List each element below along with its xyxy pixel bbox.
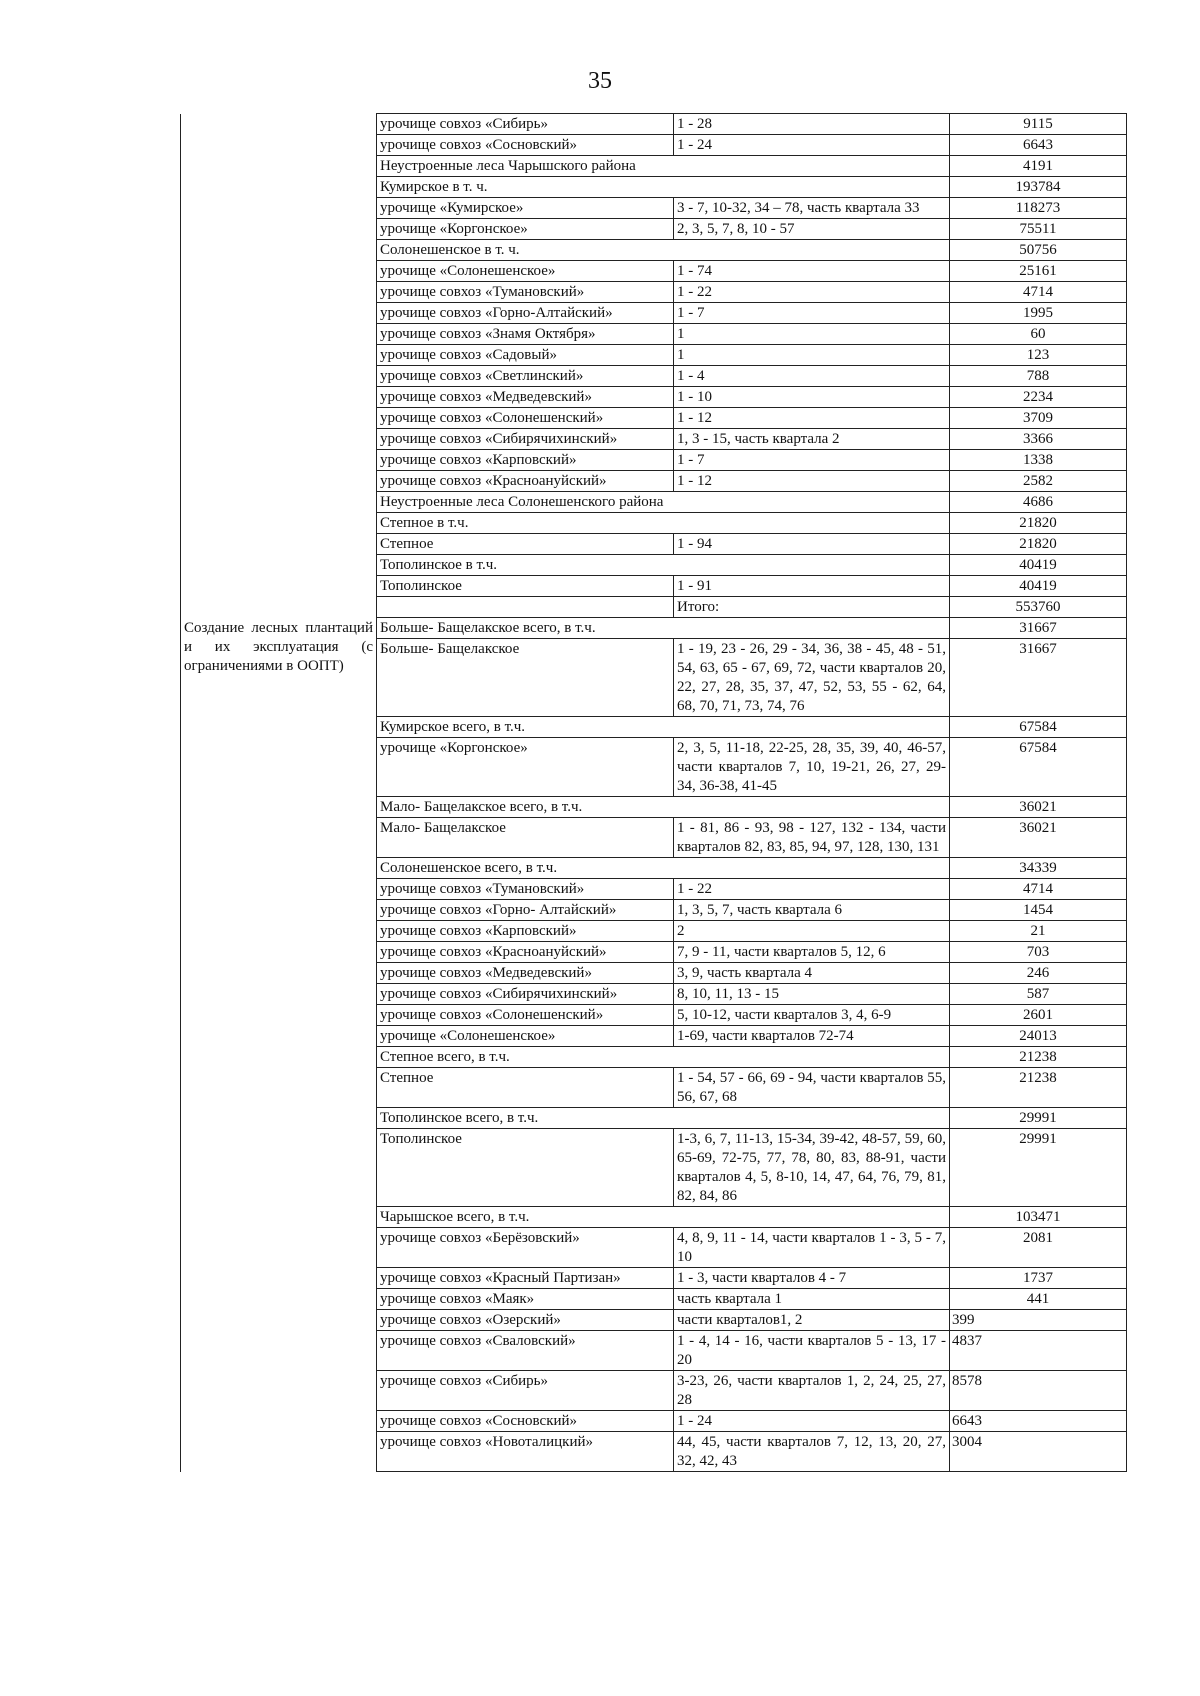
area-value-cell: 8578 [950,1371,1127,1411]
area-value-cell: 2234 [950,387,1127,408]
area-value-cell: 3366 [950,429,1127,450]
quarters-cell: 1 - 94 [674,534,950,555]
quarters-cell: 1 - 7 [674,303,950,324]
area-name-cell: урочище совхоз «Новоталицкий» [377,1432,674,1472]
area-name-cell: урочище «Солонешенское» [377,1026,674,1047]
table-row [181,114,1127,135]
quarters-cell: 3-23, 26, части кварталов 1, 2, 24, 25, 27, 28 [674,1371,950,1411]
area-value-cell: 36021 [950,797,1127,818]
area-value-cell: 246 [950,963,1127,984]
area-name-cell: урочище совхоз «Берёзовский» [377,1228,674,1268]
area-value-cell: 3709 [950,408,1127,429]
quarters-cell: 1 - 19, 23 - 26, 29 - 34, 36, 38 - 45, 48 - 51, 54, 63, 65 - 67, 69, 72, части кварталов 20, 22, 27, 28, 35, 37, 47, 52, 53, 55 - 62, 64, 68, 70, 71, 73, 74, 76 [674,639,950,717]
area-name-cell: Тополинское всего, в т.ч. [377,1108,950,1129]
area-name-cell: Степное всего, в т.ч. [377,1047,950,1068]
quarters-cell: 1 - 22 [674,282,950,303]
area-value-cell: 9115 [950,114,1127,135]
area-name-cell: урочище совхоз «Сваловский» [377,1331,674,1371]
area-value-cell: 2081 [950,1228,1127,1268]
area-name-cell: Тополинское [377,576,674,597]
area-name-cell: урочище совхоз «Садовый» [377,345,674,366]
quarters-cell: 1 - 4, 14 - 16, части кварталов 5 - 13, 17 - 20 [674,1331,950,1371]
area-value-cell: 21820 [950,534,1127,555]
section-label-cell [181,618,377,1472]
area-value-cell: 36021 [950,818,1127,858]
quarters-cell: 1 - 12 [674,471,950,492]
area-name-cell: Тополинское в т.ч. [377,555,950,576]
quarters-cell: 1 - 22 [674,879,950,900]
quarters-cell: 1 - 54, 57 - 66, 69 - 94, части кварталов 55, 56, 67, 68 [674,1068,950,1108]
quarters-cell: 4, 8, 9, 11 - 14, части кварталов 1 - 3, 5 - 7, 10 [674,1228,950,1268]
area-value-cell: 399 [950,1310,1127,1331]
area-name-cell: урочище «Солонешенское» [377,261,674,282]
area-name-cell: Неустроенные леса Чарышского района [377,156,950,177]
area-name-cell: Кумирское в т. ч. [377,177,950,198]
area-name-cell: Солонешенское всего, в т.ч. [377,858,950,879]
area-name-cell: Мало- Бащелакское [377,818,674,858]
area-name-cell: урочище совхоз «Тумановский» [377,879,674,900]
area-name-cell: урочище совхоз «Озерский» [377,1310,674,1331]
area-value-cell: 67584 [950,738,1127,797]
area-value-cell: 4191 [950,156,1127,177]
area-name-cell: урочище совхоз «Красноануйский» [377,471,674,492]
quarters-cell: 1-69, части кварталов 72-74 [674,1026,950,1047]
quarters-cell: 44, 45, части кварталов 7, 12, 13, 20, 27, 32, 42, 43 [674,1432,950,1472]
area-value-cell: 587 [950,984,1127,1005]
area-name-cell: урочище совхоз «Тумановский» [377,282,674,303]
area-value-cell: 3004 [950,1432,1127,1472]
area-value-cell: 6643 [950,135,1127,156]
quarters-cell: 1 - 10 [674,387,950,408]
quarters-cell: Итого: [674,597,950,618]
quarters-cell: 1 - 24 [674,1411,950,1432]
area-value-cell: 6643 [950,1411,1127,1432]
area-value-cell: 31667 [950,639,1127,717]
area-name-cell: урочище совхоз «Горно- Алтайский» [377,900,674,921]
area-value-cell: 40419 [950,576,1127,597]
area-value-cell: 123 [950,345,1127,366]
area-value-cell: 1737 [950,1268,1127,1289]
area-value-cell: 25161 [950,261,1127,282]
area-value-cell: 4837 [950,1331,1127,1371]
area-value-cell: 40419 [950,555,1127,576]
area-name-cell: урочище «Коргонское» [377,219,674,240]
quarters-cell: 1 [674,324,950,345]
area-value-cell: 31667 [950,618,1127,639]
quarters-cell: 1 - 81, 86 - 93, 98 - 127, 132 - 134, части кварталов 82, 83, 85, 94, 97, 128, 130, 131 [674,818,950,858]
table-body [181,114,1127,1472]
area-value-cell: 4714 [950,282,1127,303]
area-value-cell: 75511 [950,219,1127,240]
area-value-cell: 2601 [950,1005,1127,1026]
area-name-cell: урочище совхоз «Сосновский» [377,135,674,156]
quarters-cell: 2, 3, 5, 7, 8, 10 - 57 [674,219,950,240]
area-value-cell: 118273 [950,198,1127,219]
area-value-cell: 21820 [950,513,1127,534]
area-name-cell: Чарышское всего, в т.ч. [377,1207,950,1228]
quarters-cell: 7, 9 - 11, части кварталов 5, 12, 6 [674,942,950,963]
quarters-cell: 3, 9, часть квартала 4 [674,963,950,984]
area-value-cell: 1338 [950,450,1127,471]
quarters-cell: 1 - 74 [674,261,950,282]
quarters-cell: 5, 10-12, части кварталов 3, 4, 6-9 [674,1005,950,1026]
area-name-cell: урочище совхоз «Светлинский» [377,366,674,387]
area-value-cell: 50756 [950,240,1127,261]
forest-quarters-table [180,113,1127,1472]
quarters-cell: 3 - 7, 10-32, 34 – 78, часть квартала 33 [674,198,950,219]
area-value-cell: 60 [950,324,1127,345]
quarters-cell: 1 - 12 [674,408,950,429]
area-name-cell: урочище совхоз «Медведевский» [377,963,674,984]
area-value-cell: 193784 [950,177,1127,198]
area-name-cell: урочище совхоз «Красный Партизан» [377,1268,674,1289]
quarters-cell: 1 - 28 [674,114,950,135]
quarters-cell: 1 [674,345,950,366]
area-value-cell: 34339 [950,858,1127,879]
area-value-cell: 103471 [950,1207,1127,1228]
area-name-cell: урочище совхоз «Медведевский» [377,387,674,408]
area-name-cell: урочище совхоз «Карповский» [377,450,674,471]
area-value-cell: 29991 [950,1129,1127,1207]
section-label-cell [181,114,377,618]
area-name-cell: урочище совхоз «Сибирячихинский» [377,984,674,1005]
area-value-cell: 21238 [950,1068,1127,1108]
page-number: 35 [588,68,612,94]
area-name-cell: Степное [377,1068,674,1108]
quarters-cell: 8, 10, 11, 13 - 15 [674,984,950,1005]
area-name-cell: Больше- Бащелакское [377,639,674,717]
area-value-cell: 1454 [950,900,1127,921]
area-value-cell: 21238 [950,1047,1127,1068]
quarters-cell: 1 - 24 [674,135,950,156]
area-name-cell: урочище совхоз «Сибирь» [377,1371,674,1411]
quarters-cell: 1 - 91 [674,576,950,597]
section-label: Создание лесных плантаций и их эксплуатация (с ограничениями в ООПТ) [184,619,373,674]
area-name-cell: урочище совхоз «Сибирячихинский» [377,429,674,450]
area-name-cell [377,597,674,618]
quarters-cell: 1 - 3, части кварталов 4 - 7 [674,1268,950,1289]
quarters-cell: 1, 3, 5, 7, часть квартала 6 [674,900,950,921]
quarters-cell: 1, 3 - 15, часть квартала 2 [674,429,950,450]
area-value-cell: 21 [950,921,1127,942]
area-name-cell: урочище совхоз «Карповский» [377,921,674,942]
table-row [181,618,1127,639]
area-name-cell: Солонешенское в т. ч. [377,240,950,261]
area-name-cell: урочище совхоз «Солонешенский» [377,1005,674,1026]
area-name-cell: урочище совхоз «Сосновский» [377,1411,674,1432]
area-name-cell: урочище совхоз «Сибирь» [377,114,674,135]
area-name-cell: урочище совхоз «Маяк» [377,1289,674,1310]
area-value-cell: 553760 [950,597,1127,618]
area-name-cell: урочище совхоз «Знамя Октября» [377,324,674,345]
area-name-cell: Неустроенные леса Солонешенского района [377,492,950,513]
quarters-cell: 1 - 7 [674,450,950,471]
area-name-cell: урочище «Коргонское» [377,738,674,797]
quarters-cell: 1 - 4 [674,366,950,387]
quarters-cell: 2, 3, 5, 11-18, 22-25, 28, 35, 39, 40, 46-57, части кварталов 7, 10, 19-21, 26, 27, 29-34, 36-38, 41-45 [674,738,950,797]
area-value-cell: 441 [950,1289,1127,1310]
quarters-cell: часть квартала 1 [674,1289,950,1310]
area-value-cell: 703 [950,942,1127,963]
quarters-cell: 1-3, 6, 7, 11-13, 15-34, 39-42, 48-57, 59, 60, 65-69, 72-75, 77, 78, 80, 83, 88-91, части кварталов 4, 5, 8-10, 14, 47, 64, 76, 79, 81, 82, 84, 86 [674,1129,950,1207]
area-name-cell: урочище «Кумирское» [377,198,674,219]
area-name-cell: урочище совхоз «Солонешенский» [377,408,674,429]
area-value-cell: 4714 [950,879,1127,900]
area-value-cell: 24013 [950,1026,1127,1047]
quarters-cell: 2 [674,921,950,942]
area-name-cell: урочище совхоз «Красноануйский» [377,942,674,963]
area-name-cell: урочище совхоз «Горно-Алтайский» [377,303,674,324]
area-name-cell: Степное в т.ч. [377,513,950,534]
area-value-cell: 2582 [950,471,1127,492]
area-value-cell: 1995 [950,303,1127,324]
quarters-cell: части кварталов1, 2 [674,1310,950,1331]
area-value-cell: 788 [950,366,1127,387]
area-name-cell: Тополинское [377,1129,674,1207]
area-name-cell: Мало- Бащелакское всего, в т.ч. [377,797,950,818]
area-name-cell: Больше- Бащелакское всего, в т.ч. [377,618,950,639]
area-value-cell: 4686 [950,492,1127,513]
area-name-cell: Степное [377,534,674,555]
area-value-cell: 67584 [950,717,1127,738]
area-value-cell: 29991 [950,1108,1127,1129]
area-name-cell: Кумирское всего, в т.ч. [377,717,950,738]
